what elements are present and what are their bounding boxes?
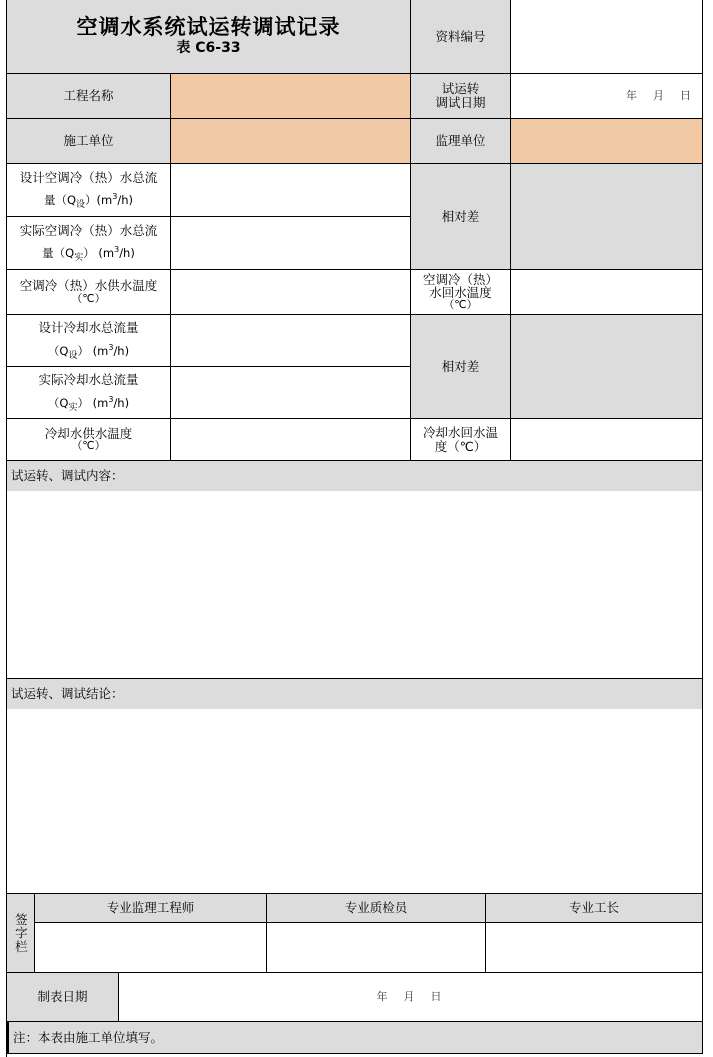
test-content-area[interactable] bbox=[7, 491, 703, 679]
actual-cool-flow-field[interactable] bbox=[171, 367, 411, 419]
inspector-header: 专业质检员 bbox=[267, 894, 486, 923]
project-name-label: 工程名称 bbox=[7, 74, 171, 119]
cool-return-temp-line2: 度（℃） bbox=[434, 438, 487, 454]
actual-hot-flow-line1: 实际空调冷（热）水总流 bbox=[19, 222, 158, 238]
signature-column-label bbox=[7, 894, 35, 973]
title-block bbox=[7, 0, 411, 74]
supervisor-header: 专业监理工程师 bbox=[35, 894, 267, 923]
page-title: 空调水系统试运转调试记录 bbox=[76, 15, 341, 40]
design-cool-flow-label bbox=[7, 315, 171, 367]
test-date-label-line1: 试运转 bbox=[441, 81, 480, 97]
actual-hot-flow-field[interactable] bbox=[171, 217, 411, 270]
cool-supply-temp-line1: 冷却水供水温度 bbox=[44, 425, 133, 441]
table-date-label: 制表日期 bbox=[7, 973, 119, 1022]
table-date-field[interactable]: 年 月 日 bbox=[119, 973, 703, 1022]
test-conclusion-area[interactable] bbox=[7, 709, 703, 894]
cool-supply-temp-field[interactable] bbox=[171, 419, 411, 461]
signature-label-text: 签字栏 bbox=[13, 912, 29, 954]
return-temp-line2: 水回水温度 bbox=[429, 285, 492, 301]
return-temp-line3: （℃） bbox=[443, 298, 478, 312]
actual-cool-flow-label bbox=[7, 367, 171, 419]
supervisor-signature-field[interactable] bbox=[35, 923, 267, 973]
test-content-label: 试运转、调试内容： bbox=[7, 461, 703, 491]
design-cool-flow-line2: $(Q_设)$ $(m^3/h)$ bbox=[47, 342, 130, 361]
design-hot-flow-line1: 设计空调冷（热）水总流 bbox=[19, 169, 158, 185]
doc-number-field[interactable] bbox=[511, 0, 703, 74]
design-hot-flow-label bbox=[7, 164, 171, 217]
test-conclusion-label: 试运转、调试结论： bbox=[7, 679, 703, 709]
footer-note: 注：本表由施工单位填写。 bbox=[7, 1022, 703, 1054]
design-hot-flow-field[interactable] bbox=[171, 164, 411, 217]
construction-unit-label: 施工单位 bbox=[7, 119, 171, 164]
test-date-field[interactable]: 年 月 日 bbox=[511, 74, 703, 119]
cool-return-temp-field[interactable] bbox=[511, 419, 703, 461]
construction-unit-field[interactable] bbox=[171, 119, 411, 164]
cool-supply-temp-label bbox=[7, 419, 171, 461]
supply-temp-label bbox=[7, 270, 171, 315]
cool-return-temp-label bbox=[411, 419, 511, 461]
supply-temp-line2: （℃） bbox=[71, 291, 106, 305]
return-temp-field[interactable] bbox=[511, 270, 703, 315]
actual-cool-flow-line2: $(Q_实)$ $(m^3/h)$ bbox=[47, 394, 130, 413]
supply-temp-line1: 空调冷（热）水供水温度 bbox=[19, 278, 158, 294]
form-number: 表 C6-33 bbox=[176, 40, 241, 57]
foreman-header: 专业工长 bbox=[486, 894, 703, 923]
supervision-unit-field[interactable] bbox=[511, 119, 703, 164]
relative-diff-label-2: 相对差 bbox=[411, 315, 511, 419]
doc-number-label: 资料编号 bbox=[411, 0, 511, 74]
design-hot-flow-line2: 量$(Q_设)(m^3/h)$ bbox=[43, 192, 134, 211]
design-cool-flow-field[interactable] bbox=[171, 315, 411, 367]
cool-supply-temp-line2: （℃） bbox=[71, 439, 106, 453]
supervision-unit-label: 监理单位 bbox=[411, 119, 511, 164]
return-temp-label bbox=[411, 270, 511, 315]
foreman-signature-field[interactable] bbox=[486, 923, 703, 973]
actual-cool-flow-line1: 实际冷却水总流量 bbox=[38, 372, 139, 388]
design-cool-flow-line1: 设计冷却水总流量 bbox=[38, 320, 139, 336]
inspector-signature-field[interactable] bbox=[267, 923, 486, 973]
cool-return-temp-line1: 冷却水回水温 bbox=[422, 424, 498, 440]
actual-hot-flow-label bbox=[7, 217, 171, 270]
actual-hot-flow-line2: 量$(Q_实)$ $(m^3/h)$ bbox=[42, 245, 135, 264]
supply-temp-field[interactable] bbox=[171, 270, 411, 315]
relative-diff-field-1[interactable] bbox=[511, 164, 703, 270]
test-date-label bbox=[411, 74, 511, 119]
test-date-label-line2: 调试日期 bbox=[435, 95, 486, 110]
relative-diff-label-1: 相对差 bbox=[411, 164, 511, 270]
project-name-field[interactable] bbox=[171, 74, 411, 119]
return-temp-line1: 空调冷（热） bbox=[422, 272, 498, 288]
relative-diff-field-2[interactable] bbox=[511, 315, 703, 419]
